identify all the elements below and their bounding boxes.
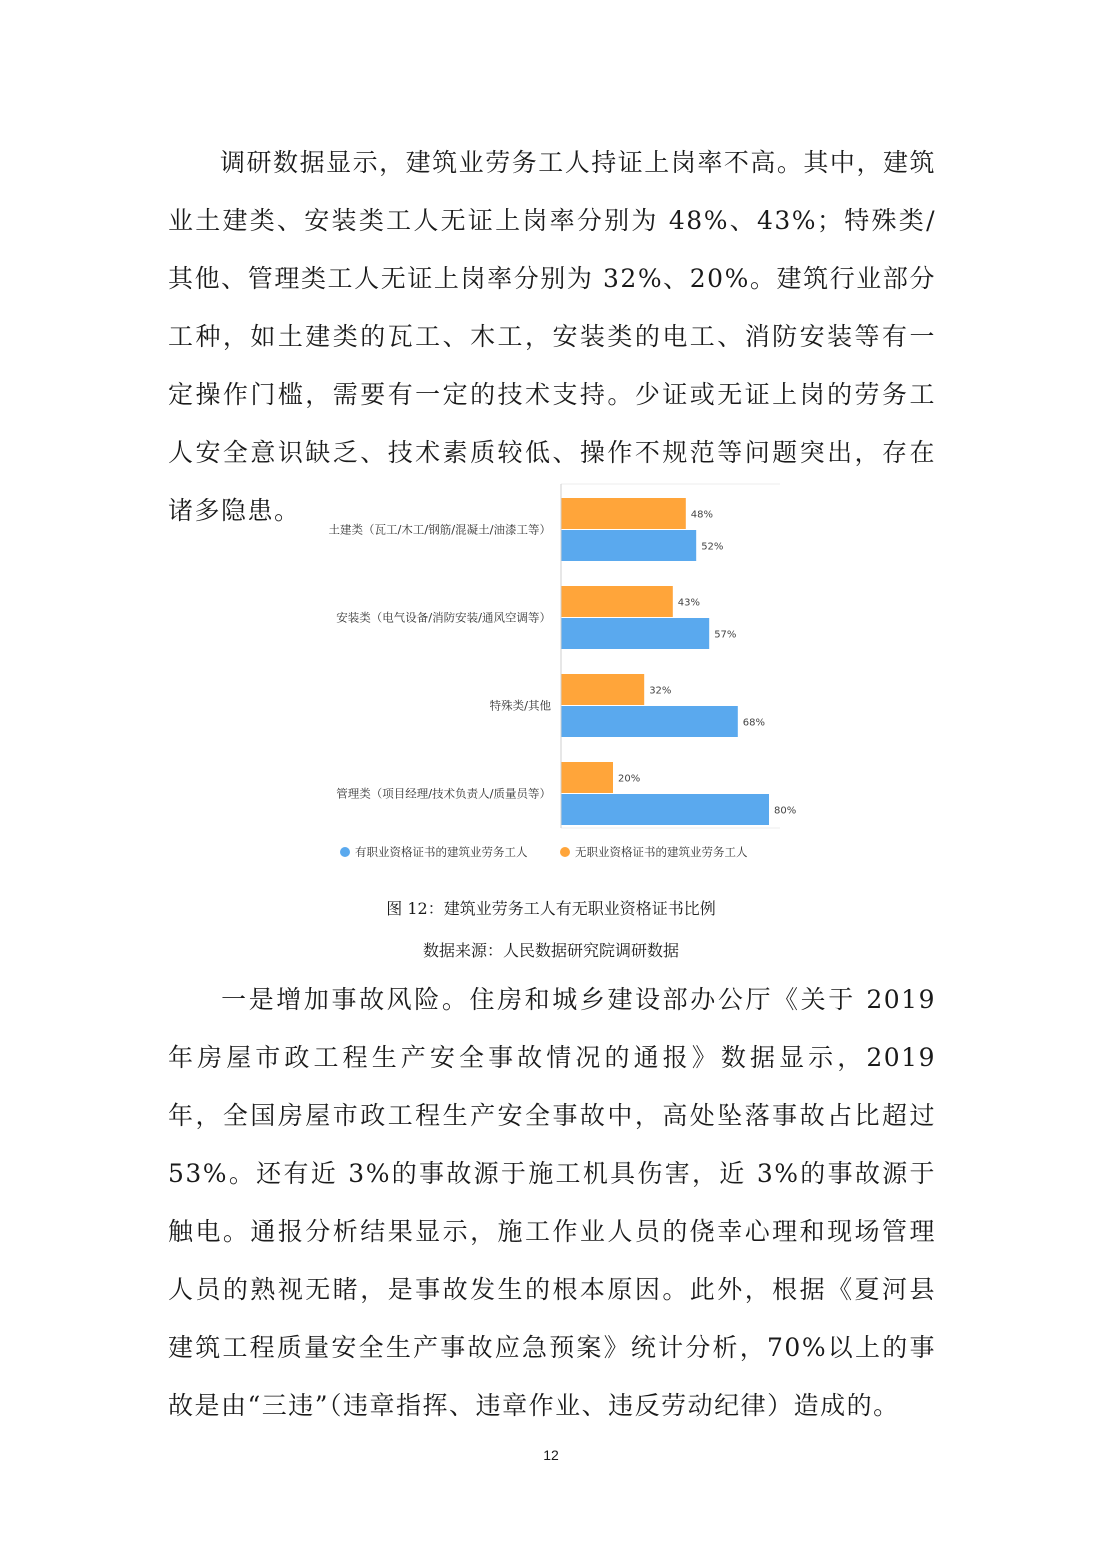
figure-source: 数据来源：人民数据研究院调研数据: [422, 941, 679, 960]
legend-label: 无职业资格证书的建筑业劳务工人: [575, 845, 748, 859]
category-label: 管理类（项目经理/技术负责人/质量员等）: [336, 786, 551, 801]
data-label: 32%: [649, 685, 672, 697]
data-label: 43%: [677, 597, 701, 609]
legend-marker: [340, 847, 350, 857]
category-label: 安装类（电气设备/消防安装/通风空调等）: [336, 610, 551, 625]
figure-caption: 图 12：建筑业劳务工人有无职业资格证书比例: [386, 899, 716, 918]
bar-with-cert: [561, 618, 709, 649]
bar-chart: [290, 480, 797, 880]
bar-without-cert: [561, 674, 644, 705]
data-label: 48%: [690, 509, 714, 521]
paragraph-2: [168, 971, 936, 1435]
data-label: 52%: [701, 541, 724, 553]
data-label: 57%: [714, 629, 737, 641]
legend-label: 有职业资格证书的建筑业劳务工人: [355, 845, 528, 859]
bar-with-cert: [561, 530, 696, 561]
paragraph-2-text: 一是增加事故风险。住房和城乡建设部办公厅《关于 2019 年房屋市政工程生产安全事故情况的通报》数据显示，2019 年，全国房屋市政工程生产安全事故中，高处坠落事故占比超过 53%。还有近 3%的事故源于施工机具伤害，近 3%的事故源于触电。通报分析结果显示，施工作业人员的侥幸心理和现场管理人员的熟视无睹，是事故发生的根本原因。此外，根据《夏河县建筑工程质量安全生产事故应急预案》统计分析，70%以上的事故是由“三违”（违章指挥、违章作业、违反劳动纪律）造成的。: [168, 985, 936, 1420]
category-label: 特殊类/其他: [489, 698, 551, 713]
data-label: 68%: [742, 717, 766, 729]
bar-with-cert: [561, 794, 769, 825]
paragraph-1-text: 调研数据显示，建筑业劳务工人持证上岗率不高。其中，建筑业土建类、安装类工人无证上岗率分别为 48%、43%；特殊类/其他、管理类工人无证上岗率分别为 32%、20%。建筑行业部分工种，如土建类的瓦工、木工，安装类的电工、消防安装等有一定操作门槛，需要有一定的技术支持。少证或无证上岗的劳务工人安全意识缺乏、技术素质较低、操作不规范等问题突出，存在诸多隐患。: [168, 148, 936, 525]
page-number: 12: [543, 1447, 559, 1463]
bar-without-cert: [561, 762, 613, 793]
category-label: 土建类（瓦工/木工/钢筋/混凝土/油漆工等）: [328, 522, 551, 537]
bar-chart-svg: [290, 480, 797, 880]
bar-with-cert: [561, 706, 738, 737]
legend-marker: [560, 847, 570, 857]
bar-without-cert: [561, 586, 673, 617]
data-label: 80%: [774, 805, 797, 817]
data-label: 20%: [618, 773, 641, 785]
bar-without-cert: [561, 498, 686, 529]
